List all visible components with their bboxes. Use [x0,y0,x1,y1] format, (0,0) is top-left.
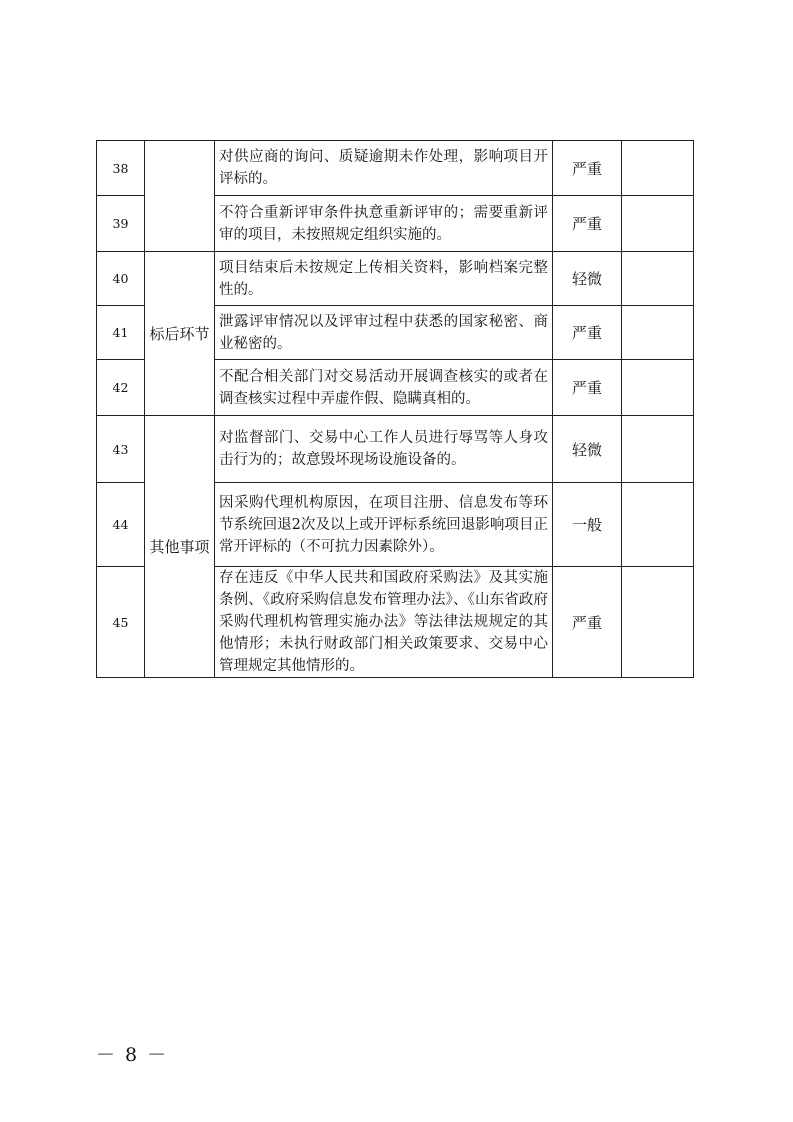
table-row [97,141,694,196]
row-number: 38 [97,141,145,196]
row-number: 43 [97,416,145,483]
severity-level: 严重 [553,567,622,678]
row-number: 41 [97,306,145,360]
row-description: 因采购代理机构原因，在项目注册、信息发布等环节系统回退2次及以上或开评标系统回退影响项目正常开评标的（不可抗力因素除外）。 [215,483,553,567]
row-description: 不配合相关部门对交易活动开展调查核实的或者在调查核实过程中弄虚作假、隐瞒真相的。 [215,360,553,416]
violation-table [96,140,694,678]
severity-level: 轻微 [553,416,622,483]
table-row [97,252,694,306]
table-row [97,416,694,483]
severity-level: 严重 [553,306,622,360]
row-number: 42 [97,360,145,416]
row-description: 项目结束后未按规定上传相关资料，影响档案完整性的。 [215,252,553,306]
remark-cell [622,567,694,678]
category-cell [145,141,215,252]
remark-cell [622,483,694,567]
row-description: 对供应商的询问、质疑逾期未作处理，影响项目开评标的。 [215,141,553,196]
remark-cell [622,306,694,360]
remark-cell [622,360,694,416]
row-number: 44 [97,483,145,567]
row-description: 泄露评审情况以及评审过程中获悉的国家秘密、商业秘密的。 [215,306,553,360]
remark-cell [622,252,694,306]
remark-cell [622,141,694,196]
remark-cell [622,196,694,252]
severity-level: 严重 [553,360,622,416]
remark-cell [622,416,694,483]
row-description: 对监督部门、交易中心工作人员进行辱骂等人身攻击行为的；故意毁坏现场设施设备的。 [215,416,553,483]
row-description: 不符合重新评审条件执意重新评审的；需要重新评审的项目，未按照规定组织实施的。 [215,196,553,252]
row-number: 39 [97,196,145,252]
page-number: － 8 － [96,1044,169,1066]
row-description: 存在违反《中华人民共和国政府采购法》及其实施条例、《政府采购信息发布管理办法》、《山东省政府采购代理机构管理实施办法》等法律法规规定的其他情形；未执行财政部门相关政策要求、交易中心管理规定其他情形的。 [215,567,553,678]
severity-level: 一般 [553,483,622,567]
row-number: 40 [97,252,145,306]
severity-level: 轻微 [553,252,622,306]
severity-level: 严重 [553,141,622,196]
category-cell-post-bid: 标后环节 [145,252,215,416]
row-number: 45 [97,567,145,678]
severity-level: 严重 [553,196,622,252]
category-cell-other: 其他事项 [145,416,215,678]
